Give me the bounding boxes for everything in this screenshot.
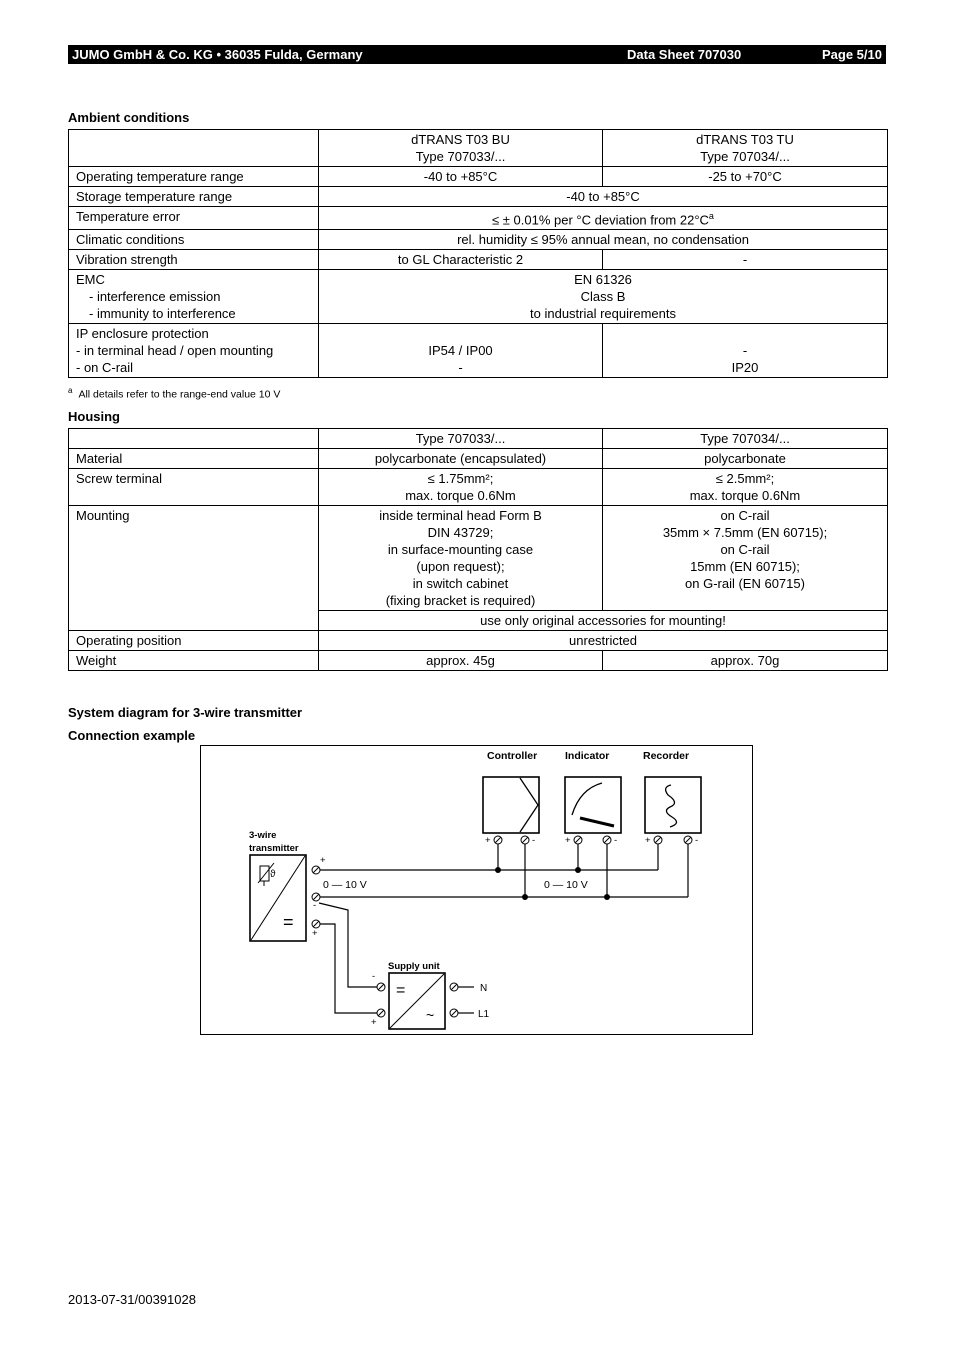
range-label-left: 0 — 10 V (323, 879, 367, 891)
device-terminals (494, 836, 692, 844)
cell-value (319, 506, 603, 611)
row-label: Climatic conditions (69, 230, 319, 250)
table-row (69, 506, 888, 611)
row-label: Operating temperature range (69, 167, 319, 187)
screw-value: ≤ 1.75mm²; (427, 471, 494, 486)
datasheet-number: Data Sheet 707030 (627, 47, 742, 62)
company-name: JUMO GmbH & Co. KG • 36035 Fulda, Germany (72, 47, 363, 62)
supply-label: Supply unit (388, 961, 440, 972)
cell-value: approx. 70g (603, 651, 888, 671)
cell-value: polycarbonate (encapsulated) (319, 449, 603, 469)
emc-label: EMC (76, 272, 105, 288)
table-row (69, 207, 888, 230)
svg-text:-: - (532, 835, 536, 846)
svg-text:=: = (283, 912, 294, 932)
svg-text:=: = (396, 982, 406, 999)
range-label-right: 0 — 10 V (544, 879, 588, 891)
tu-type: Type 707034/... (700, 149, 790, 164)
column-header-bu: Type 707033/... (319, 429, 603, 449)
mounting-line: (fixing bracket is required) (385, 593, 536, 608)
system-title: System diagram for 3-wire transmitter (68, 705, 303, 720)
cell-value: to GL Characteristic 2 (319, 250, 603, 270)
cell-value: -40 to +85°C (319, 187, 888, 207)
cell-value: -40 to +85°C (319, 167, 603, 187)
page-header (68, 45, 886, 64)
supply-unit-icon (389, 973, 445, 1029)
table-row (69, 469, 888, 506)
table-row (69, 130, 888, 167)
mounting-line: 35mm × 7.5mm (EN 60715); (662, 525, 828, 540)
recorder-icon (645, 777, 701, 833)
ip-value: - (458, 360, 463, 376)
cell-value (603, 324, 888, 378)
connection-title: Connection example (68, 728, 196, 743)
svg-text:+: + (645, 835, 651, 846)
transmitter-label: transmitter (249, 843, 299, 854)
row-label: Weight (69, 651, 319, 671)
cell-value: rel. humidity ≤ 95% annual mean, no condensation (319, 230, 888, 250)
connection-diagram (200, 745, 753, 1035)
svg-text:-: - (695, 835, 699, 846)
indicator-label: Indicator (565, 750, 610, 762)
svg-text:~: ~ (426, 1007, 435, 1023)
row-label: Mounting (69, 506, 319, 631)
l1-label: L1 (478, 1009, 490, 1020)
bu-name: dTRANS T03 BU (411, 132, 510, 147)
mounting-line: on G-rail (EN 60715) (685, 576, 805, 591)
svg-text:-: - (614, 835, 618, 846)
transmitter-icon (250, 855, 306, 941)
signal-wiring (319, 844, 688, 1013)
cell-value: -25 to +70°C (603, 167, 888, 187)
cell-value (319, 270, 888, 324)
mounting-line: 15mm (EN 60715); (690, 559, 800, 574)
table-row (69, 324, 888, 378)
empty-cell (69, 429, 319, 449)
table-row (69, 167, 888, 187)
emc-value: to industrial requirements (530, 306, 676, 322)
transmitter-label: 3-wire (249, 830, 277, 841)
row-label: Temperature error (69, 207, 319, 230)
screw-value: max. torque 0.6Nm (689, 488, 801, 503)
cell-value (603, 506, 888, 611)
supply-polarity (371, 971, 377, 1028)
row-label: Vibration strength (69, 250, 319, 270)
row-label: Operating position (69, 631, 319, 651)
mounting-line: inside terminal head Form B (379, 508, 542, 523)
controller-icon (483, 777, 539, 833)
ambient-title: Ambient conditions (68, 110, 190, 125)
table-row (69, 429, 888, 449)
cell-value: - (603, 250, 888, 270)
row-label (69, 270, 319, 324)
mounting-line: in surface-mounting case (387, 542, 534, 557)
table-row (69, 230, 888, 250)
cell-value: unrestricted (319, 631, 888, 651)
row-label: Material (69, 449, 319, 469)
controller-label: Controller (487, 750, 538, 762)
footnote (68, 386, 280, 401)
device-polarity (485, 835, 698, 846)
ip-value: IP20 (731, 360, 759, 376)
n-label: N (480, 983, 488, 994)
ip-value: - (742, 343, 748, 359)
screw-value: max. torque 0.6Nm (405, 488, 516, 503)
transmitter-terminals (312, 866, 320, 928)
cell-value (319, 324, 603, 378)
mounting-line: in switch cabinet (412, 576, 509, 591)
table-row (69, 270, 888, 324)
svg-text:+: + (485, 835, 491, 846)
ip-value: IP54 / IP00 (428, 343, 493, 359)
table-row (69, 187, 888, 207)
table-row (69, 631, 888, 651)
emc-value: EN 61326 (574, 272, 632, 288)
svg-text:+: + (565, 835, 571, 846)
housing-title: Housing (68, 409, 120, 424)
table-row (69, 449, 888, 469)
footnote-text: All details refer to the range-end value 10 V (78, 388, 281, 401)
empty-cell (69, 130, 319, 167)
svg-text:+: + (312, 928, 318, 939)
svg-text:-: - (313, 900, 317, 911)
mounting-line: DIN 43729; (427, 525, 494, 540)
svg-text:+: + (320, 855, 326, 866)
column-header-tu: Type 707034/... (603, 429, 888, 449)
page-number: Page 5/10 (822, 47, 882, 62)
temp-error-value: ≤ ± 0.01% per °C deviation from 22°C (492, 212, 709, 228)
ip-label: IP enclosure protection (76, 326, 209, 342)
housing-table (68, 428, 888, 671)
column-header-bu (319, 130, 603, 167)
cell-value: polycarbonate (603, 449, 888, 469)
table-row (69, 250, 888, 270)
ip-sub-label: - on C-rail (76, 360, 134, 376)
emc-sub-label: - interference emission (89, 289, 221, 305)
mounting-line: on C-rail (720, 542, 770, 557)
cell-value: approx. 45g (319, 651, 603, 671)
cell-value (319, 469, 603, 506)
svg-text:-: - (372, 971, 376, 982)
recorder-label: Recorder (643, 750, 690, 762)
emc-value: Class B (580, 289, 626, 305)
row-label (69, 324, 319, 378)
screw-value: ≤ 2.5mm²; (715, 471, 775, 486)
indicator-icon (565, 777, 621, 833)
mounting-line: (upon request); (416, 559, 505, 574)
bu-type: Type 707033/... (415, 149, 506, 164)
tu-name: dTRANS T03 TU (696, 132, 794, 147)
cell-value (603, 469, 888, 506)
row-label: Screw terminal (69, 469, 319, 506)
row-label: Storage temperature range (69, 187, 319, 207)
ambient-table (68, 129, 888, 378)
mounting-note: use only original accessories for mounting! (319, 611, 888, 631)
document-date: 2013-07-31/00391028 (68, 1292, 196, 1307)
table-row (69, 651, 888, 671)
emc-sub-label: - immunity to interference (89, 306, 236, 322)
svg-text:ϑ: ϑ (270, 869, 276, 880)
mounting-line: on C-rail (720, 508, 770, 523)
cell-value (319, 207, 888, 230)
footnote-marker: a (708, 211, 714, 221)
footnote-mark: a (68, 386, 73, 395)
column-header-tu (603, 130, 888, 167)
svg-text:+: + (371, 1017, 377, 1028)
ip-sub-label: - in terminal head / open mounting (76, 343, 274, 359)
